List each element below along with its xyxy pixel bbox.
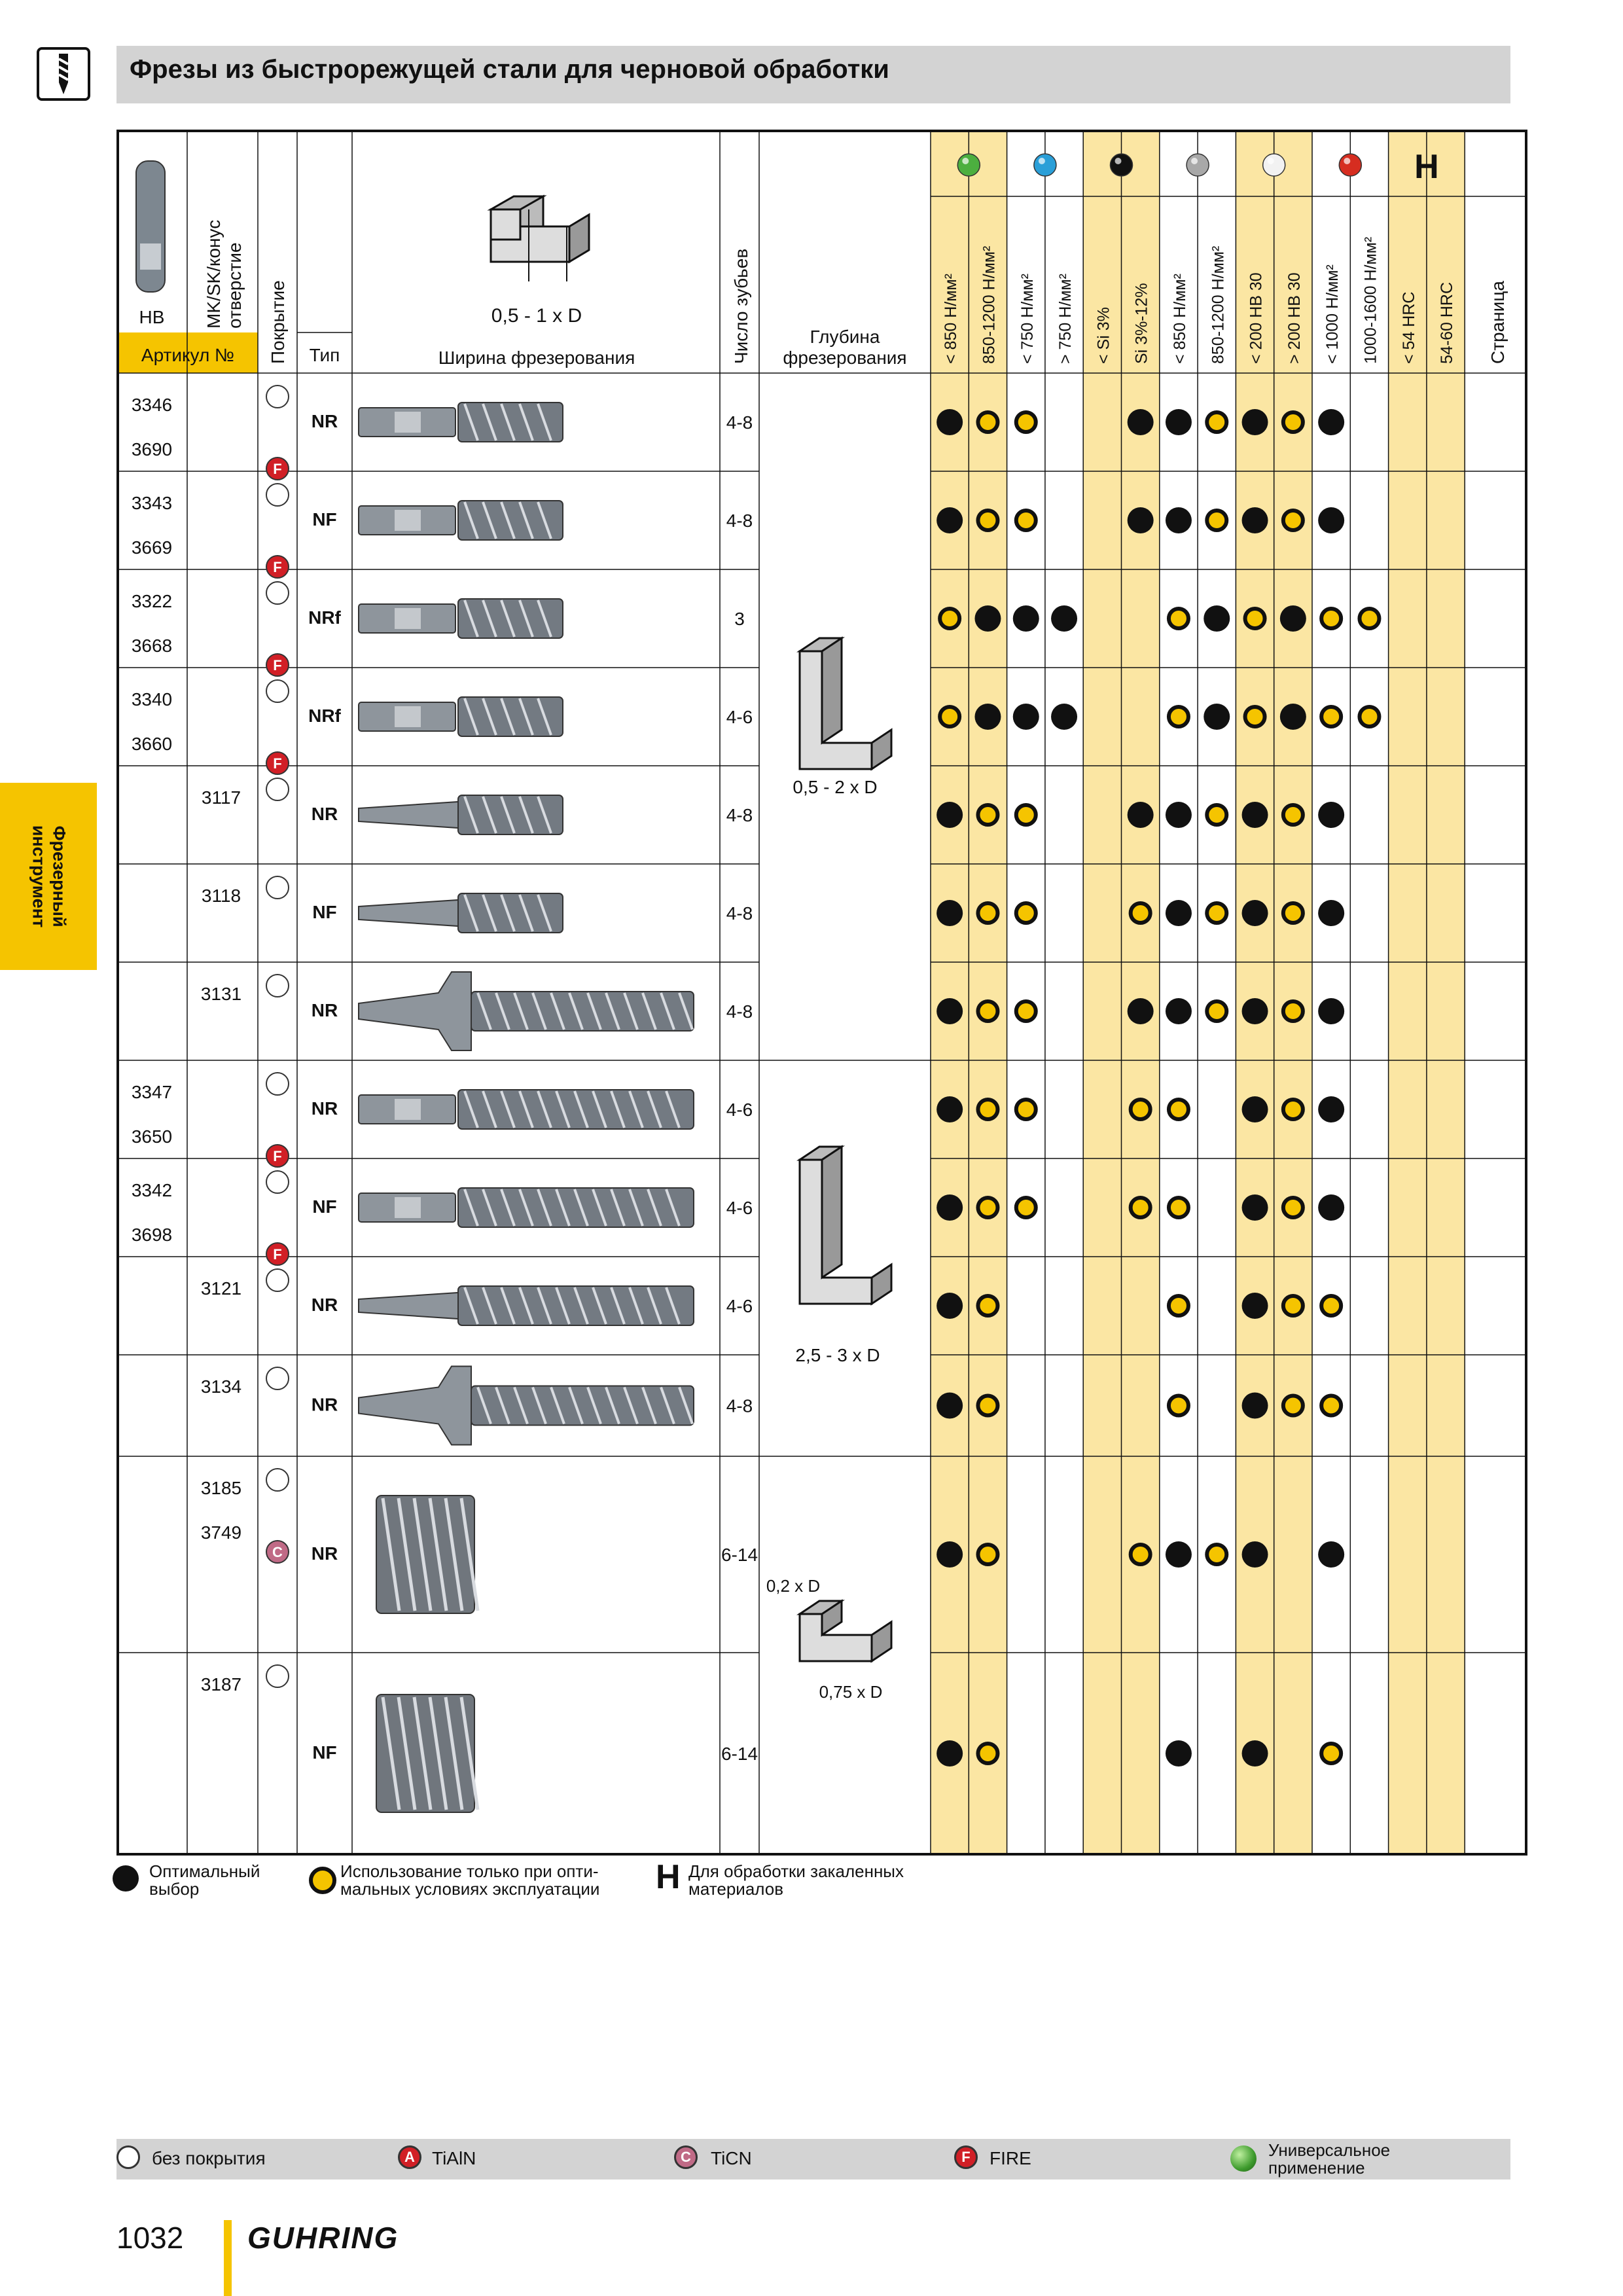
tool-type: NRf — [308, 706, 341, 726]
coating-universal-label: Универсальное применение — [1268, 2140, 1391, 2178]
material-col-bg — [1122, 131, 1160, 1854]
material-label: 54-60 HRC — [1438, 281, 1457, 364]
tool-type: NF — [312, 509, 337, 529]
shank-flat-icon — [140, 243, 161, 270]
optimal-dot — [936, 1541, 963, 1568]
limited-dot — [978, 1001, 997, 1021]
limited-dot — [978, 1100, 997, 1119]
depth-label-4: 0,75 x D — [819, 1682, 883, 1702]
material-label: 850-1200 Н/мм² — [980, 245, 999, 364]
material-label: < 54 HRC — [1399, 291, 1418, 364]
limited-dot — [1016, 1198, 1036, 1217]
tool-type: NF — [312, 902, 337, 922]
uncoated-icon — [266, 778, 289, 800]
optimal-dot — [1280, 704, 1306, 730]
material-group-icon-highlight — [1115, 158, 1122, 164]
coating-letter: F — [273, 461, 282, 477]
material-group-icon-highlight — [1191, 158, 1198, 164]
width-header: Ширина фрезерования — [438, 348, 635, 368]
material-group-icon — [1186, 154, 1209, 176]
limited-dot-icon — [309, 1867, 336, 1894]
optimal-dot — [1242, 1740, 1268, 1767]
optimal-dot — [1318, 507, 1344, 533]
page-number: 1032 — [116, 2221, 184, 2255]
optimal-dot — [936, 802, 963, 828]
limited-dot — [1245, 609, 1265, 628]
shank-flat-icon — [395, 706, 421, 727]
optimal-dot — [1051, 605, 1077, 632]
optimal-dot — [1318, 900, 1344, 926]
mk-article-number: 3134 — [200, 1376, 242, 1397]
optimal-dot — [936, 1393, 963, 1419]
limited-dot — [1283, 903, 1303, 923]
optimal-dot — [974, 605, 1001, 632]
uncoated-icon — [266, 1665, 289, 1687]
hb-article-number: 3650 — [131, 1126, 173, 1147]
tool-type: NR — [311, 411, 338, 431]
tool-type: NR — [311, 1394, 338, 1415]
optimal-dot — [1242, 1194, 1268, 1221]
optimal-dot — [1051, 704, 1077, 730]
limited-dot — [978, 1744, 997, 1763]
ticn-icon: C — [674, 2145, 698, 2169]
hb-article-number: 3340 — [131, 689, 173, 709]
material-label: < 750 Н/мм² — [1018, 274, 1037, 364]
hb-article-number: 3343 — [131, 493, 173, 513]
limited-dot — [940, 609, 959, 628]
sk-taper-icon — [359, 1367, 471, 1445]
cutter-body-icon — [458, 697, 563, 736]
cutter-body-icon — [471, 992, 694, 1031]
depth-fig-short-side — [872, 730, 891, 769]
teeth-count: 6-14 — [721, 1545, 758, 1565]
mk-header-2: отверстие — [224, 242, 245, 329]
optimal-dot — [1242, 1393, 1268, 1419]
limited-dot — [1283, 1001, 1303, 1021]
material-group-icon — [957, 154, 980, 176]
legend-optimal: Оптимальный выбор — [149, 1861, 260, 1899]
uncoated-icon — [266, 876, 289, 899]
cutter-body-icon — [458, 403, 563, 442]
limited-dot — [978, 903, 997, 923]
tool-type: NR — [311, 1000, 338, 1020]
depth-header-1: Глубина — [810, 327, 880, 347]
material-label: > 200 HB 30 — [1285, 272, 1304, 364]
optimal-dot-icon — [113, 1865, 139, 1892]
universal-icon — [1230, 2145, 1257, 2172]
coating-none-label: без покрытия — [152, 2148, 266, 2168]
material-label: Si 3%-12% — [1132, 283, 1151, 364]
optimal-dot — [1166, 998, 1192, 1024]
cutter-body-icon — [471, 1386, 694, 1426]
optimal-dot — [1242, 998, 1268, 1024]
optimal-dot — [1318, 998, 1344, 1024]
hb-article-number: 3669 — [131, 537, 173, 558]
optimal-dot — [1166, 1740, 1192, 1767]
optimal-dot — [936, 900, 963, 926]
uncoated-icon — [266, 1469, 289, 1491]
limited-dot — [978, 1198, 997, 1217]
tool-type: NR — [311, 1543, 338, 1564]
teeth-count: 4-8 — [726, 805, 753, 825]
fire-icon: F — [954, 2145, 978, 2169]
limited-dot — [1169, 707, 1188, 726]
tool-type: NF — [312, 1742, 337, 1763]
depth-fig-short-inner — [822, 638, 842, 743]
optimal-dot — [1318, 409, 1344, 435]
limited-dot — [1169, 1198, 1188, 1217]
brand-logo: GUHRING — [247, 2221, 399, 2255]
limited-dot — [1283, 511, 1303, 530]
morse-taper-icon — [359, 1293, 458, 1319]
morse-taper-icon — [359, 802, 458, 828]
optimal-dot — [1242, 1541, 1268, 1568]
material-col-bg — [1083, 131, 1121, 1854]
teeth-count: 4-6 — [726, 1296, 753, 1316]
coating-letter: F — [273, 1246, 282, 1263]
hb-article-number: 3342 — [131, 1180, 173, 1200]
shank-flat-icon — [395, 608, 421, 629]
coating-c-label: TiCN — [711, 2148, 752, 2168]
material-label: 850-1200 Н/мм² — [1209, 245, 1228, 364]
optimal-dot — [1318, 1096, 1344, 1122]
uncoated-icon — [116, 2145, 140, 2169]
limited-dot — [1016, 1001, 1036, 1021]
optimal-dot — [1128, 507, 1154, 533]
material-col-bg — [1274, 131, 1312, 1854]
coating-letter: F — [273, 559, 282, 575]
optimal-dot — [1166, 507, 1192, 533]
coating-a-label: TiAlN — [432, 2148, 476, 2168]
limited-dot — [1016, 805, 1036, 825]
hb-article-number: 3346 — [131, 395, 173, 415]
tool-type: NR — [311, 1098, 338, 1119]
cutter-body-icon — [458, 795, 563, 834]
material-col-bg — [1236, 131, 1274, 1854]
limited-dot — [1283, 1296, 1303, 1316]
uncoated-icon — [266, 484, 289, 506]
page-header: Страница — [1488, 281, 1508, 364]
optimal-dot — [1242, 409, 1268, 435]
morse-taper-icon — [359, 900, 458, 926]
limited-dot — [1207, 511, 1226, 530]
width-fig-label: 0,5 - 1 x D — [491, 305, 582, 327]
optimal-dot — [1128, 998, 1154, 1024]
uncoated-icon — [266, 975, 289, 997]
uncoated-icon — [266, 1367, 289, 1390]
shank-flat-icon — [395, 510, 421, 531]
depth-label-2: 2,5 - 3 x D — [795, 1345, 880, 1365]
limited-dot — [1283, 805, 1303, 825]
optimal-dot — [1128, 409, 1154, 435]
limited-dot — [1016, 1100, 1036, 1119]
material-label: < Si 3% — [1094, 307, 1113, 364]
hb-article-number: 3668 — [131, 636, 173, 656]
coating-f-label: FIRE — [990, 2148, 1031, 2168]
limited-dot — [1283, 1198, 1303, 1217]
sk-taper-icon — [359, 972, 471, 1050]
material-group-icon — [1263, 154, 1285, 176]
material-label: 1000-1600 Н/мм² — [1361, 236, 1380, 364]
limited-dot — [1283, 412, 1303, 432]
limited-dot — [1283, 1100, 1303, 1119]
limited-dot — [1131, 1545, 1150, 1564]
optimal-dot — [936, 1740, 963, 1767]
table-border — [118, 131, 1526, 1854]
optimal-dot — [1166, 900, 1192, 926]
hardened-mark: H — [656, 1858, 681, 1896]
limited-dot — [1207, 903, 1226, 923]
hb-article-number: 3660 — [131, 734, 173, 754]
limited-dot — [1169, 1396, 1188, 1416]
optimal-dot — [1166, 409, 1192, 435]
teeth-header: Число зубьев — [731, 248, 751, 364]
page-title: Фрезы из быстрорежущей стали для черновой обработки — [130, 55, 889, 84]
teeth-count: 4-8 — [726, 511, 753, 531]
optimal-dot — [1242, 1293, 1268, 1319]
material-group-icon-highlight — [1344, 158, 1350, 164]
limited-dot — [1321, 1296, 1341, 1316]
limited-dot — [1245, 707, 1265, 726]
limited-dot — [978, 412, 997, 432]
limited-dot — [1321, 1396, 1341, 1416]
teeth-count: 4-6 — [726, 1198, 753, 1218]
limited-dot — [1207, 1545, 1226, 1564]
depth-fig-long-side — [872, 1265, 891, 1304]
material-group-icon — [1034, 154, 1056, 176]
tool-type: NRf — [308, 607, 341, 628]
teeth-count: 4-8 — [726, 412, 753, 433]
coating-letter: F — [273, 657, 282, 673]
uncoated-icon — [266, 386, 289, 408]
type-header: Тип — [309, 345, 340, 365]
shank-flat-icon — [395, 1197, 421, 1218]
coating-header: Покрытие — [268, 280, 288, 364]
optimal-dot — [1166, 802, 1192, 828]
limited-dot — [940, 707, 959, 726]
limited-dot — [1169, 1100, 1188, 1119]
mk-article-number: 3131 — [200, 984, 242, 1004]
optimal-dot — [1013, 704, 1039, 730]
depth-fig-shell-side — [872, 1622, 891, 1661]
optimal-dot — [1242, 900, 1268, 926]
teeth-count: 3 — [734, 609, 745, 629]
optimal-dot — [936, 507, 963, 533]
optimal-dot — [1242, 507, 1268, 533]
section-tab-label: Фрезерный инструмент — [29, 825, 69, 928]
teeth-count: 4-8 — [726, 1001, 753, 1022]
optimal-dot — [1013, 605, 1039, 632]
uncoated-icon — [266, 582, 289, 604]
limited-dot — [1016, 511, 1036, 530]
optimal-dot — [1204, 605, 1230, 632]
legend-limited: Использование только при опти- мальных условиях эксплуатации — [340, 1861, 600, 1899]
cutter-body-icon — [458, 501, 563, 540]
limited-dot — [1169, 609, 1188, 628]
optimal-dot — [936, 1293, 963, 1319]
mk-article-number: 3187 — [200, 1674, 242, 1695]
legend-hardened: Для обработки закаленных материалов — [688, 1861, 904, 1899]
teeth-count: 6-14 — [721, 1744, 758, 1764]
mk-article-number: 3749 — [200, 1522, 242, 1543]
tialn-icon: A — [398, 2145, 421, 2169]
coating-letter: C — [272, 1544, 283, 1560]
shank-picture-icon — [136, 161, 165, 292]
hb-header: HB — [139, 307, 165, 327]
optimal-dot — [936, 1194, 963, 1221]
limited-dot — [1131, 903, 1150, 923]
teeth-count: 4-6 — [726, 1100, 753, 1120]
hb-article-number: 3698 — [131, 1225, 173, 1245]
material-label: < 200 HB 30 — [1247, 272, 1266, 364]
optimal-dot — [974, 704, 1001, 730]
optimal-dot — [1318, 1194, 1344, 1221]
mk-article-number: 3185 — [200, 1478, 242, 1498]
tool-type: NF — [312, 1196, 337, 1217]
depth-fig-long-inner — [822, 1147, 842, 1278]
optimal-dot — [1204, 704, 1230, 730]
optimal-dot — [1318, 1541, 1344, 1568]
width-fig-side — [569, 215, 589, 262]
material-col-bg — [931, 131, 969, 1854]
mk-header-1: MK/SK/конус — [204, 219, 224, 329]
limited-dot — [1131, 1100, 1150, 1119]
optimal-dot — [1242, 802, 1268, 828]
material-label: < 850 Н/мм² — [942, 274, 961, 364]
coating-letter: F — [273, 755, 282, 772]
footer-rule — [224, 2220, 232, 2296]
optimal-dot — [1128, 802, 1154, 828]
material-label: < 1000 Н/мм² — [1323, 264, 1342, 364]
hard-material-mark: H — [1414, 148, 1439, 186]
material-label: > 750 Н/мм² — [1056, 274, 1075, 364]
uncoated-icon — [266, 1269, 289, 1291]
limited-dot — [1321, 707, 1341, 726]
material-group-icon-highlight — [1039, 158, 1045, 164]
shank-flat-icon — [395, 412, 421, 433]
optimal-dot — [936, 1096, 963, 1122]
article-header: Артикул № — [141, 345, 235, 365]
optimal-dot — [1280, 605, 1306, 632]
material-label: < 850 Н/мм² — [1170, 274, 1189, 364]
limited-dot — [978, 805, 997, 825]
limited-dot — [978, 1396, 997, 1416]
optimal-dot — [1242, 1096, 1268, 1122]
optimal-dot — [1166, 1541, 1192, 1568]
limited-dot — [1207, 412, 1226, 432]
limited-dot — [1207, 1001, 1226, 1021]
uncoated-icon — [266, 1171, 289, 1193]
teeth-count: 4-8 — [726, 1395, 753, 1416]
depth-label-3: 0,2 x D — [766, 1576, 821, 1596]
hb-article-number: 3322 — [131, 591, 173, 611]
tool-type: NR — [311, 1295, 338, 1315]
limited-dot — [1207, 805, 1226, 825]
hb-article-number: 3690 — [131, 439, 173, 459]
teeth-count: 4-8 — [726, 903, 753, 924]
teeth-count: 4-6 — [726, 707, 753, 727]
limited-dot — [1016, 903, 1036, 923]
material-group-icon-highlight — [1268, 158, 1274, 164]
limited-dot — [978, 1296, 997, 1316]
mk-article-number: 3118 — [201, 886, 241, 906]
uncoated-icon — [266, 680, 289, 702]
optimal-dot — [936, 998, 963, 1024]
width-fig-front — [491, 209, 520, 240]
material-col-bg — [969, 131, 1007, 1854]
limited-dot — [1359, 707, 1379, 726]
depth-header-2: фрезерования — [783, 348, 907, 368]
cutter-body-icon — [458, 893, 563, 933]
material-col-bg — [1427, 131, 1465, 1854]
limited-dot — [1131, 1198, 1150, 1217]
material-group-icon-highlight — [962, 158, 969, 164]
depth-label-1: 0,5 - 2 x D — [793, 777, 878, 797]
mk-article-number: 3121 — [200, 1278, 242, 1299]
limited-dot — [1283, 1396, 1303, 1416]
uncoated-icon — [266, 1073, 289, 1095]
limited-dot — [1169, 1296, 1188, 1316]
limited-dot — [978, 1545, 997, 1564]
coating-letter: F — [273, 1148, 282, 1164]
limited-dot — [1359, 609, 1379, 628]
material-group-icon — [1111, 154, 1133, 176]
cutter-body-icon — [458, 599, 563, 638]
tool-type: NR — [311, 804, 338, 824]
mk-article-number: 3117 — [201, 787, 241, 808]
limited-dot — [1321, 609, 1341, 628]
limited-dot — [978, 511, 997, 530]
optimal-dot — [936, 409, 963, 435]
material-col-bg — [1389, 131, 1427, 1854]
limited-dot — [1016, 412, 1036, 432]
material-group-icon — [1339, 154, 1361, 176]
hb-article-number: 3347 — [131, 1082, 173, 1102]
shank-flat-icon — [395, 1099, 421, 1120]
limited-dot — [1321, 1744, 1341, 1763]
optimal-dot — [1318, 802, 1344, 828]
